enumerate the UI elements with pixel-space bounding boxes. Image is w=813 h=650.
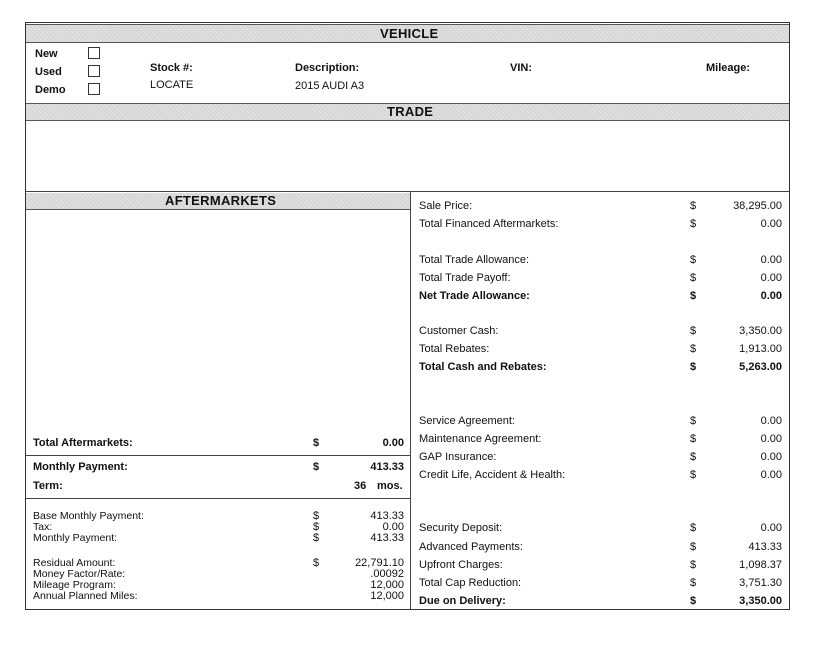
monthly-payment-detail-currency: $ bbox=[313, 532, 320, 544]
monthly-payment-detail-label: Monthly Payment: bbox=[33, 532, 118, 544]
trade-payoff-value: 0.00 bbox=[760, 272, 782, 284]
maintenance-agreement-label: Maintenance Agreement: bbox=[419, 433, 542, 445]
term-label: Term: bbox=[33, 480, 63, 492]
base-monthly-payment-label: Base Monthly Payment: bbox=[33, 510, 144, 522]
base-monthly-payment-currency: $ bbox=[313, 510, 320, 522]
annual-planned-miles-value: 12,000 bbox=[370, 590, 404, 602]
service-agreement-currency: $ bbox=[690, 415, 697, 427]
money-factor-label: Money Factor/Rate: bbox=[33, 568, 126, 580]
monthly-payment-label: Monthly Payment: bbox=[33, 461, 128, 473]
annual-planned-miles-label: Annual Planned Miles: bbox=[33, 590, 138, 602]
financed-aftermarkets-currency: $ bbox=[690, 218, 697, 230]
gap-insurance-value: 0.00 bbox=[760, 451, 782, 463]
description-label: Description: bbox=[295, 62, 360, 74]
sale-price-label: Sale Price: bbox=[419, 200, 473, 212]
net-trade-allowance-currency: $ bbox=[690, 290, 697, 302]
term-value: 36 bbox=[354, 480, 367, 492]
total-aftermarkets-label: Total Aftermarkets: bbox=[33, 437, 133, 449]
service-agreement-value: 0.00 bbox=[760, 415, 782, 427]
monthly-payment-value: 413.33 bbox=[370, 461, 404, 473]
trade-payoff-currency: $ bbox=[690, 272, 697, 284]
new-checkbox[interactable] bbox=[88, 47, 100, 59]
cap-reduction-label: Total Cap Reduction: bbox=[419, 577, 522, 589]
stock-value: LOCATE bbox=[150, 79, 194, 91]
tax-currency: $ bbox=[313, 521, 320, 533]
stock-label: Stock #: bbox=[150, 62, 193, 74]
used-checkbox[interactable] bbox=[88, 65, 100, 77]
total-rebates-currency: $ bbox=[690, 343, 697, 355]
money-factor-value: .00092 bbox=[370, 568, 404, 580]
residual-amount-currency: $ bbox=[313, 557, 320, 569]
trade-allowance-label: Total Trade Allowance: bbox=[419, 254, 530, 266]
base-monthly-payment-value: 413.33 bbox=[370, 510, 404, 522]
total-aftermarkets-value: 0.00 bbox=[382, 437, 404, 449]
financed-aftermarkets-label: Total Financed Aftermarkets: bbox=[419, 218, 559, 230]
cap-reduction-value: 3,751.30 bbox=[739, 577, 782, 589]
net-trade-allowance-value: 0.00 bbox=[760, 290, 782, 302]
maintenance-agreement-currency: $ bbox=[690, 433, 697, 445]
column-divider bbox=[410, 191, 411, 609]
aftermarkets-total-divider bbox=[26, 455, 410, 456]
tax-label: Tax: bbox=[33, 521, 53, 533]
sale-price-currency: $ bbox=[690, 200, 697, 212]
vin-label: VIN: bbox=[510, 62, 532, 74]
security-deposit-value: 0.00 bbox=[760, 522, 782, 534]
advanced-payments-currency: $ bbox=[690, 541, 697, 553]
term-divider bbox=[26, 498, 410, 499]
total-aftermarkets-currency: $ bbox=[313, 437, 320, 449]
net-trade-allowance-label: Net Trade Allowance: bbox=[419, 290, 530, 302]
residual-amount-value: 22,791.10 bbox=[355, 557, 404, 569]
due-on-delivery-currency: $ bbox=[690, 595, 697, 607]
monthly-payment-currency: $ bbox=[313, 461, 320, 473]
vehicle-section-title: VEHICLE bbox=[380, 26, 439, 41]
sale-price-value: 38,295.00 bbox=[733, 200, 782, 212]
description-value: 2015 AUDI A3 bbox=[295, 80, 365, 92]
credit-life-value: 0.00 bbox=[760, 469, 782, 481]
customer-cash-currency: $ bbox=[690, 325, 697, 337]
advanced-payments-label: Advanced Payments: bbox=[419, 541, 523, 553]
mileage-program-value: 12,000 bbox=[370, 579, 404, 591]
residual-amount-label: Residual Amount: bbox=[33, 557, 116, 569]
aftermarkets-section-title: AFTERMARKETS bbox=[165, 193, 277, 208]
security-deposit-currency: $ bbox=[690, 522, 697, 534]
trade-allowance-value: 0.00 bbox=[760, 254, 782, 266]
trade-section-title: TRADE bbox=[387, 104, 434, 119]
lower-section-divider bbox=[26, 191, 789, 192]
monthly-payment-detail-value: 413.33 bbox=[370, 532, 404, 544]
total-rebates-label: Total Rebates: bbox=[419, 343, 490, 355]
due-on-delivery-label: Due on Delivery: bbox=[419, 595, 506, 607]
upfront-charges-label: Upfront Charges: bbox=[419, 559, 503, 571]
term-unit: mos. bbox=[377, 480, 403, 492]
maintenance-agreement-value: 0.00 bbox=[760, 433, 782, 445]
used-label: Used bbox=[35, 66, 62, 78]
due-on-delivery-value: 3,350.00 bbox=[739, 595, 782, 607]
gap-insurance-label: GAP Insurance: bbox=[419, 451, 497, 463]
new-label: New bbox=[35, 48, 58, 60]
credit-life-label: Credit Life, Accident & Health: bbox=[419, 469, 566, 481]
advanced-payments-value: 413.33 bbox=[748, 541, 782, 553]
demo-label: Demo bbox=[35, 84, 66, 96]
credit-life-currency: $ bbox=[690, 469, 697, 481]
cash-and-rebates-label: Total Cash and Rebates: bbox=[419, 361, 547, 373]
trade-allowance-currency: $ bbox=[690, 254, 697, 266]
trade-payoff-label: Total Trade Payoff: bbox=[419, 272, 511, 284]
upfront-charges-currency: $ bbox=[690, 559, 697, 571]
gap-insurance-currency: $ bbox=[690, 451, 697, 463]
total-rebates-value: 1,913.00 bbox=[739, 343, 782, 355]
mileage-label: Mileage: bbox=[706, 62, 751, 74]
cap-reduction-currency: $ bbox=[690, 577, 697, 589]
security-deposit-label: Security Deposit: bbox=[419, 522, 503, 534]
service-agreement-label: Service Agreement: bbox=[419, 415, 515, 427]
cash-and-rebates-value: 5,263.00 bbox=[739, 361, 782, 373]
upfront-charges-value: 1,098.37 bbox=[739, 559, 782, 571]
customer-cash-label: Customer Cash: bbox=[419, 325, 499, 337]
cash-and-rebates-currency: $ bbox=[690, 361, 697, 373]
tax-value: 0.00 bbox=[382, 521, 404, 533]
financed-aftermarkets-value: 0.00 bbox=[760, 218, 782, 230]
mileage-program-label: Mileage Program: bbox=[33, 579, 116, 591]
demo-checkbox[interactable] bbox=[88, 83, 100, 95]
customer-cash-value: 3,350.00 bbox=[739, 325, 782, 337]
